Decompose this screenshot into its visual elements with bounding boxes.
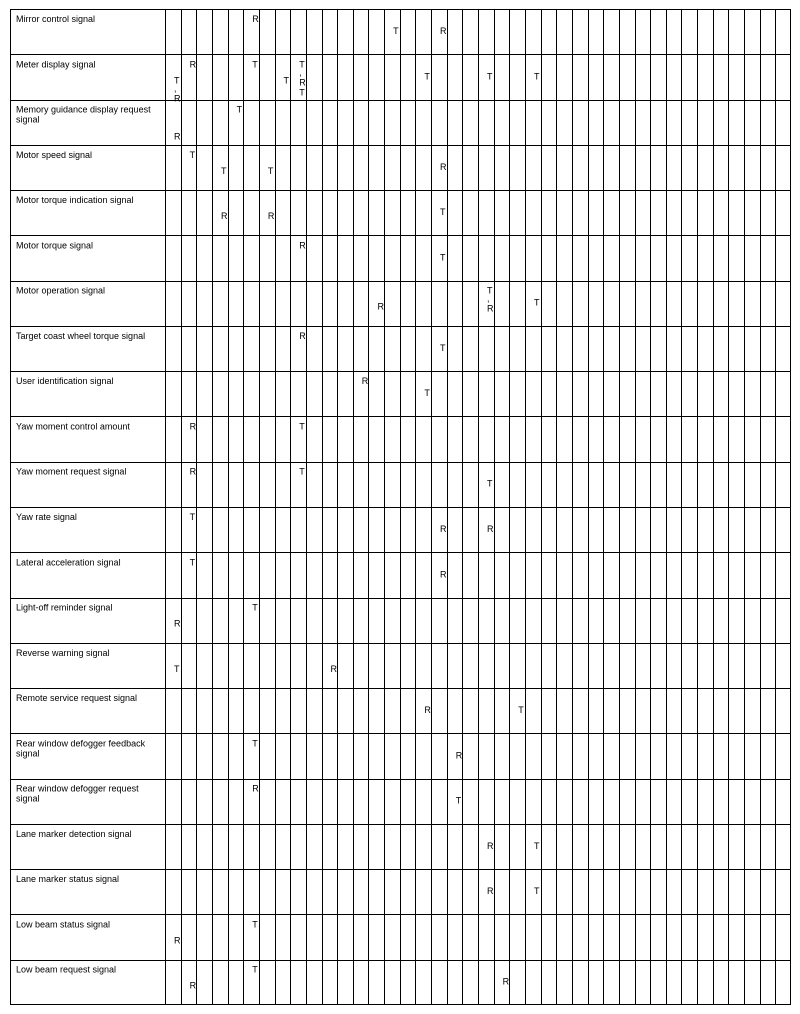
signal-name <box>16 376 114 386</box>
table-grid <box>10 9 791 1005</box>
signal-name-line: Motor speed signal <box>16 149 93 160</box>
tr-mark-cell <box>534 841 540 851</box>
signal-name <box>16 240 93 250</box>
tr-mark: T <box>533 840 540 851</box>
tr-mark-cell <box>252 14 259 24</box>
tr-mark-cell <box>221 166 227 176</box>
tr-mark: R <box>377 301 384 312</box>
tr-mark: T <box>252 59 258 70</box>
tr-mark: R <box>189 421 197 432</box>
tr-mark: T <box>252 738 258 749</box>
signal-name <box>16 512 77 522</box>
tr-mark: R <box>502 976 510 987</box>
table-row <box>16 919 258 945</box>
signal-name-line: Meter display signal <box>16 59 96 70</box>
tr-mark-cell <box>440 569 447 579</box>
signal-name <box>16 919 110 929</box>
tr-mark: R <box>299 240 306 251</box>
tr-mark: , <box>487 293 490 304</box>
signal-name <box>16 874 119 884</box>
signal-matrix-table <box>10 9 791 1005</box>
signal-name-line: Yaw rate signal <box>16 512 77 522</box>
table-row <box>16 331 446 353</box>
signal-name <box>16 693 137 703</box>
tr-mark: T <box>455 795 462 806</box>
tr-mark-cell <box>377 302 384 312</box>
tr-mark-cell <box>237 105 243 115</box>
tr-mark: R <box>361 376 369 387</box>
tr-mark: T <box>252 964 258 975</box>
tr-mark-cell <box>503 977 510 987</box>
signal-name-line: Reverse warning signal <box>16 647 110 658</box>
signal-name <box>16 648 110 658</box>
signal-name <box>16 965 116 975</box>
signal-name <box>16 784 139 804</box>
tr-mark-cell <box>534 298 540 308</box>
signal-name-line: Motor torque indication signal <box>16 195 134 206</box>
signal-name-line: Memory guidance display request <box>16 104 151 115</box>
tr-mark: , <box>174 83 177 94</box>
signal-name-line: Motor operation signal <box>16 285 106 296</box>
table-row <box>16 195 446 221</box>
tr-mark: T <box>252 919 258 930</box>
tr-mark: R <box>487 524 494 534</box>
tr-mark: T <box>440 342 446 353</box>
tr-mark-cell <box>221 211 228 221</box>
tr-mark-cell <box>424 71 430 81</box>
tr-mark: T <box>533 886 540 897</box>
signal-name <box>16 59 96 69</box>
signal-name <box>16 150 92 160</box>
table-row <box>16 105 243 142</box>
table-row <box>16 421 305 431</box>
signal-name-line: Rear window defogger feedback <box>16 738 146 749</box>
tr-mark: T <box>487 285 493 296</box>
tr-mark: T <box>424 71 430 82</box>
tr-mark: R <box>252 14 259 24</box>
table-row <box>16 829 540 851</box>
tr-mark-cell <box>190 981 197 991</box>
tr-mark: R <box>174 935 181 946</box>
tr-mark-cell <box>299 59 306 97</box>
signal-name-line: Low beam status signal <box>16 919 111 930</box>
tr-mark: R <box>424 705 431 716</box>
tr-mark: T <box>440 207 446 218</box>
table-row <box>16 693 524 715</box>
tr-mark: R <box>330 663 337 674</box>
tr-mark-cell <box>190 512 196 522</box>
tr-mark-cell <box>190 467 197 477</box>
table-row <box>16 648 338 674</box>
tr-mark-cell <box>268 166 274 176</box>
tr-mark: T <box>189 557 196 568</box>
tr-mark: T <box>487 478 493 489</box>
table-row <box>16 240 446 262</box>
tr-mark: R <box>440 161 447 172</box>
table-row <box>16 557 447 579</box>
table-row <box>16 784 462 806</box>
tr-mark-cell <box>440 162 447 172</box>
tr-mark: R <box>267 211 275 222</box>
tr-mark: R <box>189 59 197 70</box>
table-row <box>16 512 494 534</box>
tr-mark: T <box>189 512 196 522</box>
tr-mark: T <box>299 421 305 432</box>
tr-mark-cell <box>362 376 369 386</box>
tr-mark-cell <box>174 935 181 945</box>
tr-mark-cell <box>252 603 258 613</box>
tr-mark-cell <box>487 886 494 896</box>
tr-mark-cell <box>534 71 540 81</box>
tr-mark-cell <box>252 965 258 975</box>
signal-name-line: Low beam request signal <box>16 964 117 975</box>
tr-mark: R <box>299 77 306 88</box>
tr-mark-cell <box>456 796 462 806</box>
tr-mark-cell <box>393 26 399 36</box>
tr-mark: R <box>487 886 494 897</box>
tr-mark: R <box>189 980 197 991</box>
table-row <box>16 874 540 896</box>
tr-mark-cell <box>252 738 258 748</box>
tr-mark: R <box>299 330 306 341</box>
tr-mark: T <box>236 104 243 115</box>
tr-mark: T <box>252 602 258 613</box>
tr-mark-cell <box>424 388 430 398</box>
tr-mark: T <box>220 165 227 176</box>
signal-name-line: Target coast wheel torque signal <box>16 330 146 341</box>
tr-mark-cell <box>299 240 306 250</box>
tr-mark: R <box>174 131 181 142</box>
signal-name-line: signal <box>16 793 40 804</box>
signal-name <box>16 331 145 341</box>
tr-mark-cell <box>518 705 524 715</box>
table-row <box>16 286 540 314</box>
tr-mark: R <box>252 783 259 794</box>
signal-name-line: signal <box>16 748 40 759</box>
tr-mark: T <box>189 149 196 160</box>
tr-mark-cell <box>487 286 494 314</box>
tr-mark: T <box>518 705 524 716</box>
tr-mark: R <box>174 618 181 629</box>
tr-mark-cell <box>440 524 447 534</box>
tr-mark: R <box>440 524 447 534</box>
tr-mark: R <box>487 303 494 314</box>
signal-name <box>16 286 105 296</box>
tr-mark-cell <box>252 919 258 929</box>
table-row <box>16 467 493 489</box>
tr-mark-cell <box>174 619 181 629</box>
signal-name-line: Yaw moment control amount <box>16 421 130 432</box>
tr-mark-cell <box>299 421 305 431</box>
tr-mark-cell <box>174 132 181 142</box>
tr-mark-cell <box>440 343 446 353</box>
tr-mark: R <box>189 466 197 477</box>
signal-name-line: User identification signal <box>16 376 114 387</box>
tr-mark: T <box>299 466 305 477</box>
tr-mark: R <box>440 569 447 580</box>
tr-mark: T <box>440 252 446 263</box>
tr-mark: T <box>299 59 305 70</box>
tr-mark-cell <box>456 750 463 760</box>
tr-mark-cell <box>487 524 494 534</box>
tr-mark: R <box>174 93 181 104</box>
tr-mark-cell <box>534 886 540 896</box>
tr-mark-cell <box>487 71 493 81</box>
signal-name-line: Remote service request signal <box>16 693 138 704</box>
tr-mark: R <box>455 750 463 761</box>
table-row <box>16 14 447 36</box>
tr-mark: T <box>283 75 290 86</box>
tr-mark: T <box>299 87 305 98</box>
signal-name-line: Lateral acceleration signal <box>16 557 121 568</box>
tr-mark: T <box>174 75 180 86</box>
tr-mark: R <box>440 26 447 36</box>
signal-name <box>16 421 130 431</box>
table-row <box>16 738 463 760</box>
signal-name <box>16 603 112 613</box>
tr-mark-cell <box>268 211 275 221</box>
tr-mark-cell <box>190 59 197 69</box>
tr-mark-cell <box>440 207 446 217</box>
tr-mark-cell <box>440 26 447 36</box>
signal-name <box>16 738 146 758</box>
tr-mark-cell <box>487 841 494 851</box>
tr-mark-cell <box>299 467 305 477</box>
tr-mark: , <box>299 67 302 78</box>
tr-mark: T <box>393 26 399 36</box>
signal-name <box>16 557 121 567</box>
signal-name <box>16 829 132 839</box>
tr-mark-cell <box>174 75 181 103</box>
signal-name <box>16 14 95 24</box>
tr-mark-cell <box>190 421 197 431</box>
signal-name-line: Yaw moment request signal <box>16 466 127 477</box>
tr-mark-cell <box>299 331 306 341</box>
tr-mark-cell <box>284 75 290 85</box>
tr-mark-cell <box>252 59 258 69</box>
tr-mark: T <box>533 71 540 82</box>
signal-name-line: Motor torque signal <box>16 240 94 251</box>
tr-mark: R <box>220 211 228 222</box>
tr-mark: R <box>487 840 494 851</box>
tr-mark-cell <box>190 150 196 160</box>
signal-name <box>16 105 151 125</box>
tr-mark: T <box>174 663 180 674</box>
signal-name-line: Rear window defogger request <box>16 783 139 794</box>
signal-name-line: Mirror control signal <box>16 14 96 24</box>
tr-mark-cell <box>252 784 259 794</box>
tr-mark-cell <box>174 664 180 674</box>
table-row <box>16 150 447 176</box>
table-row <box>16 603 258 629</box>
signal-name <box>16 467 126 477</box>
tr-mark: T <box>267 165 274 176</box>
tr-mark: T <box>487 71 493 82</box>
signal-name-line: signal <box>16 114 40 125</box>
tr-mark-cell <box>424 705 431 715</box>
table-row <box>16 59 540 103</box>
signal-name-line: Lane marker detection signal <box>16 828 132 839</box>
signal-name-line: Lane marker status signal <box>16 874 120 885</box>
tr-mark-cell <box>331 664 338 674</box>
signal-name <box>16 195 134 205</box>
tr-mark: T <box>424 388 430 399</box>
signal-name-line: Light-off reminder signal <box>16 602 113 613</box>
tr-mark-cell <box>190 557 196 567</box>
tr-mark-cell <box>440 252 446 262</box>
tr-mark-cell <box>487 479 493 489</box>
table-row <box>16 965 510 991</box>
tr-mark: T <box>533 297 540 308</box>
